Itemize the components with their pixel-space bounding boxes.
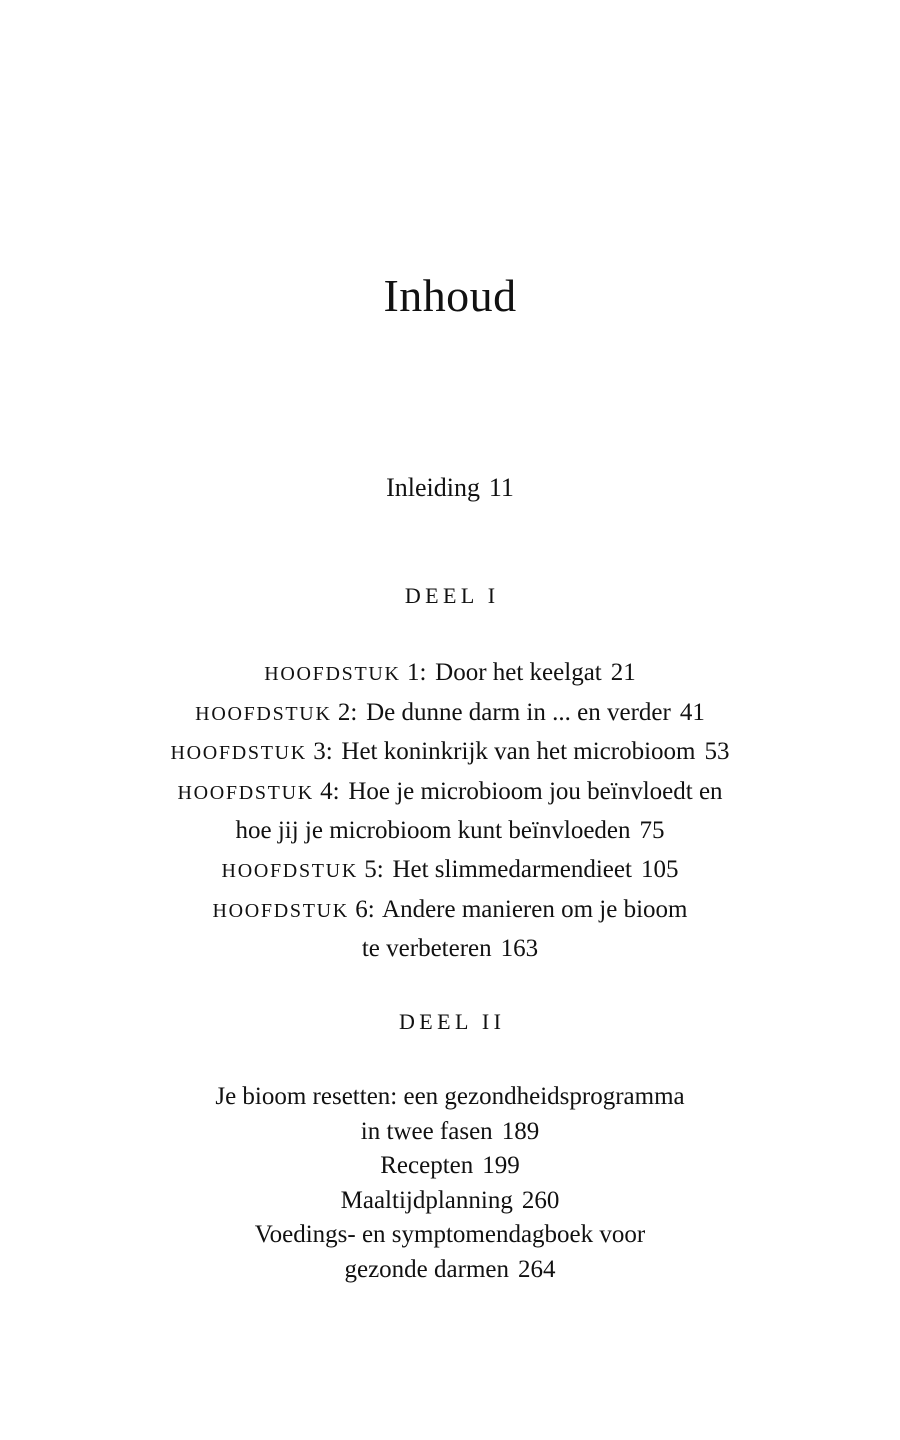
toc-entry-title: Recepten [380, 1152, 474, 1179]
toc-entry-line[interactable] [0, 654, 900, 694]
toc-entry-title: te verbeteren [361, 935, 492, 963]
toc-entry-title: De dunne darm in ... en verder [366, 698, 671, 726]
toc-entry-page-number: 163 [500, 935, 539, 963]
toc-entry-line[interactable] [0, 1184, 900, 1219]
toc-entry-chapter-number: 3: [313, 738, 333, 766]
toc-entry-line[interactable] [0, 891, 900, 931]
toc-entry-chapter-number: 5: [364, 855, 384, 883]
toc-entry-page-number: 21 [610, 659, 636, 686]
toc-entry-line[interactable] [0, 851, 900, 891]
toc-entry-line[interactable] [0, 1080, 900, 1115]
toc-entry-title: Hoe je microbioom jou beïnvloedt en [348, 777, 723, 805]
toc-entry-chapter-prefix: HOOFDSTUK [264, 663, 401, 685]
toc-entry-page-number: 199 [482, 1152, 520, 1179]
toc-entry-inleiding[interactable] [0, 472, 900, 503]
toc-entry-list-part-one [0, 654, 900, 969]
toc-entry-chapter-prefix: HOOFDSTUK [177, 781, 314, 804]
toc-entry-line[interactable] [0, 1149, 900, 1184]
toc-entry-line[interactable] [0, 1218, 900, 1253]
toc-entry-list-part-two [0, 1080, 900, 1287]
toc-entry-page-number: 41 [679, 698, 705, 726]
toc-entry-page-number: 260 [521, 1186, 560, 1214]
toc-entry-page-number: 75 [639, 817, 665, 845]
toc-entry-label: Inleiding [386, 473, 480, 502]
toc-entry-page-number: 264 [518, 1255, 556, 1283]
toc-entry-title: gezonde darmen [344, 1255, 509, 1283]
toc-entry-page-number: 11 [488, 473, 514, 502]
toc-entry-line[interactable] [0, 1253, 900, 1288]
toc-entry-chapter-prefix: HOOFDSTUK [170, 742, 307, 765]
toc-entry-chapter-number: 4: [320, 777, 340, 805]
toc-entry-page-number: 189 [501, 1117, 540, 1145]
toc-entry-chapter-prefix: HOOFDSTUK [195, 702, 332, 725]
page-title: Inhoud [383, 269, 517, 321]
toc-entry-line[interactable] [0, 773, 900, 813]
toc-entry-line[interactable] [0, 812, 900, 851]
toc-entry-chapter-number: 2: [337, 698, 358, 726]
toc-entry-title: Door het keelgat [435, 659, 602, 686]
toc-entry-line[interactable] [0, 733, 900, 773]
part-heading-two: DEEL II [399, 1009, 506, 1034]
toc-entry-line[interactable] [0, 694, 900, 734]
toc-entry-chapter-number: 6: [355, 895, 375, 923]
toc-entry-title: Andere manieren om je bioom [382, 895, 688, 923]
toc-entry-title: in twee fasen [360, 1117, 493, 1145]
toc-entry-chapter-number: 1: [406, 659, 427, 686]
toc-entry-title: Je bioom resetten: een gezondheidsprogramma [215, 1083, 685, 1110]
toc-entry-chapter-prefix: HOOFDSTUK [212, 899, 349, 922]
toc-entry-page-number: 105 [640, 855, 679, 883]
toc-entry-title: Voedings- en symptomendagboek voor [254, 1221, 646, 1248]
toc-entry-title: Maaltijdplanning [340, 1186, 513, 1214]
toc-entry-title: Het koninkrijk van het microbioom [341, 738, 696, 766]
part-heading-one: DEEL I [404, 583, 500, 608]
toc-entry-chapter-prefix: HOOFDSTUK [221, 859, 358, 882]
toc-entry-title: Het slimmedarmendieet [392, 855, 632, 883]
toc-entry-line[interactable] [0, 930, 900, 969]
toc-entry-page-number: 53 [704, 738, 730, 766]
toc-entry-line[interactable] [0, 1115, 900, 1150]
toc-entry-title: hoe jij je microbioom kunt beïnvloeden [235, 817, 631, 845]
